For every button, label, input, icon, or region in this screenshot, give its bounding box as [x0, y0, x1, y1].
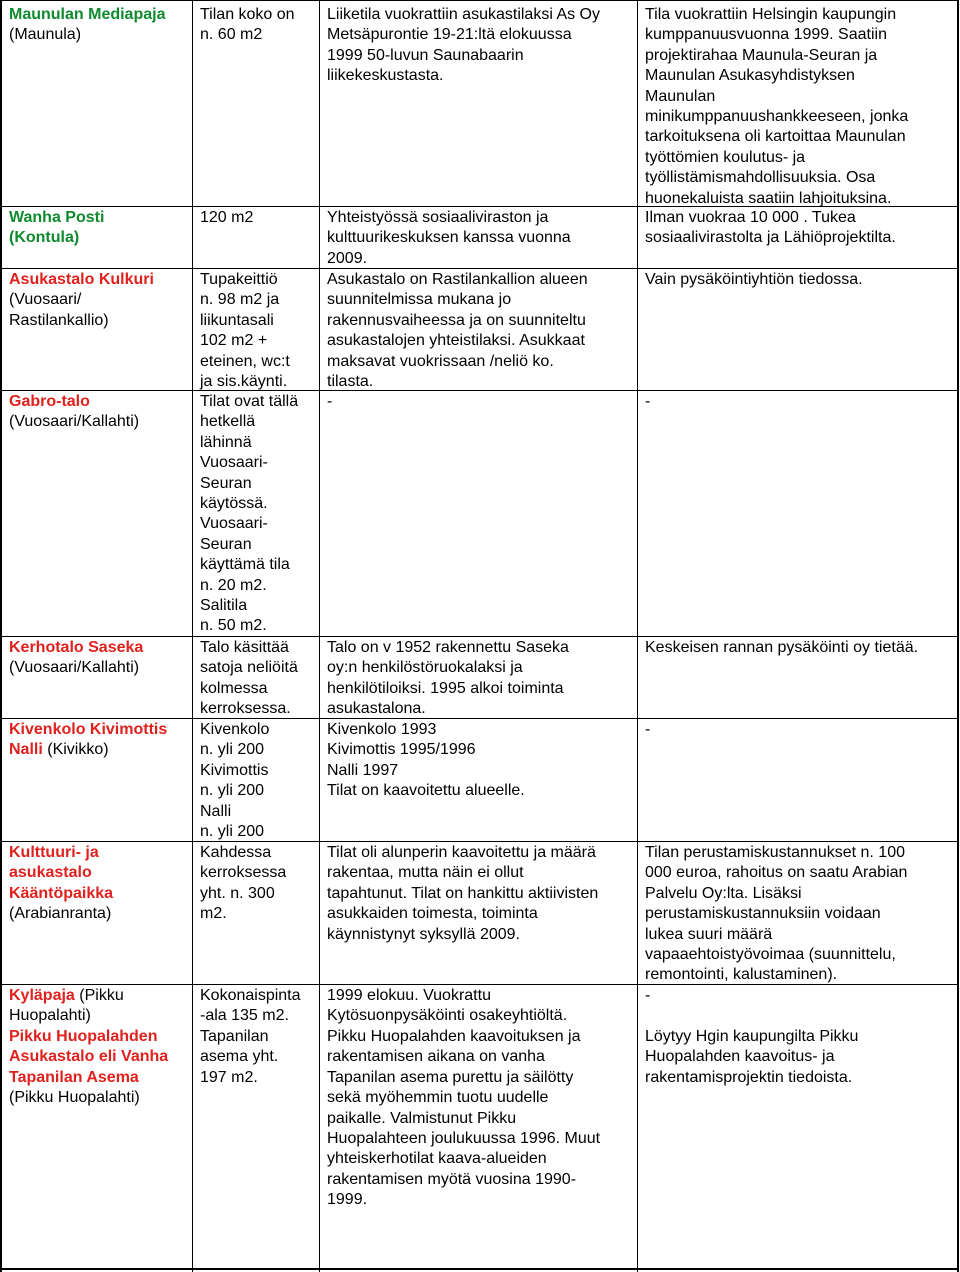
place-name: Kerhotalo Saseka: [9, 639, 144, 656]
place-name: Asukastalo Kulkuri: [9, 271, 154, 288]
place-name-cell: [9, 5, 191, 46]
place-location: (Kivikko): [47, 741, 109, 759]
row-divider: [0, 841, 959, 842]
place-location: (Vuosaari/Kallahti): [9, 413, 140, 431]
history-cell: -: [327, 393, 333, 410]
place-name: Wanha Posti (Kontula): [9, 209, 105, 247]
place-name: Maunulan Mediapaja: [9, 6, 166, 23]
history-cell: Asukastalo on Rastilankallion alueen suunnitelmissa mukana jo rakennusvaiheessa ja on suunniteltu asukastalojen yhteistilaksi. Asukkaat maksavat vuokrissaan /neliö ko. tilasta.: [327, 271, 588, 391]
history-cell: Kivenkolo 1993 Kivimottis 1995/1996 Nalli 1997 Tilat on kaavoitettu alueelle.: [327, 721, 525, 800]
place-name: Kulttuuri- ja asukastalo Kääntöpaikka: [9, 844, 114, 902]
space-size-cell: Kahdessa kerroksessa yht. n. 300 m2.: [200, 844, 287, 923]
place-name: Pikku Huopalahden Asukastalo eli Vanha Tapanilan Asema: [9, 1028, 169, 1086]
space-size-cell: Tapanilan asema yht. 197 m2.: [200, 1028, 279, 1086]
funding-cell: -: [645, 721, 651, 738]
place-location: (Vuosaari/Kallahti): [9, 659, 140, 677]
funding-cell: Vain pysäköintiyhtiön tiedossa.: [645, 271, 863, 288]
place-name-cell: [9, 720, 191, 761]
place-name-cell: [9, 208, 191, 249]
place-name-cell: [9, 1027, 191, 1109]
funding-cell: Ilman vuokraa 10 000 . Tukea sosiaalivirastolta ja Lähiöprojektilta.: [645, 209, 896, 247]
place-name-cell: [9, 392, 191, 433]
place-name-cell: [9, 986, 191, 1027]
space-size-cell: Kivenkolo n. yli 200 Kivimottis n. yli 200 Nalli n. yli 200: [200, 721, 270, 841]
space-size-cell: 120 m2: [200, 209, 254, 226]
place-location: (Vuosaari/ Rastilankallio): [9, 291, 109, 329]
place-location: (Arabianranta): [9, 905, 112, 923]
place-name: Kivenkolo Kivimottis Nalli: [9, 721, 168, 759]
funding-cell: -: [645, 987, 651, 1004]
funding-cell: Löytyy Hgin kaupungilta Pikku Huopalahden kaavoitus- ja rakentamisprojektin tiedoista.: [645, 1028, 859, 1086]
history-cell: Liiketila vuokrattiin asukastilaksi As Oy Metsäpurontie 19-21:ltä elokuussa 1999 50-luvun Saunabaarin liikekeskustasta.: [327, 6, 600, 85]
row-divider: [0, 636, 959, 637]
space-size-cell: Tilat ovat tällä hetkellä lähinnä Vuosaari- Seuran käytössä. Vuosaari- Seuran käyttämä tila n. 20 m2. Salitila n. 50 m2.: [200, 393, 299, 635]
place-name: Gabro-talo: [9, 393, 90, 410]
history-cell: Tilat oli alunperin kaavoitettu ja määrä rakentaa, mutta näin ei ollut tapahtunut. Tilat on hankittu aktiivisten asukkaiden toimesta, toiminta käynnistynyt syksyllä 2009.: [327, 844, 599, 943]
table-border-bottom: [0, 1268, 959, 1270]
place-name-cell: [9, 843, 191, 925]
funding-cell: -: [645, 393, 651, 410]
funding-cell: Keskeisen rannan pysäköinti oy tietää.: [645, 639, 919, 656]
space-size-cell: Kokonaispinta -ala 135 m2.: [200, 987, 301, 1025]
space-size-cell: Tilan koko on n. 60 m2: [200, 6, 295, 44]
place-name: Kyläpaja: [9, 987, 75, 1004]
history-cell: Yhteistyössä sosiaaliviraston ja kulttuurikeskuksen kanssa vuonna 2009.: [327, 209, 571, 267]
history-cell: 1999 elokuu. Vuokrattu Kytösuonpysäköinti osakeyhtiöltä.: [327, 987, 568, 1025]
place-location: (Pikku Huopalahti): [9, 1089, 140, 1107]
place-location: (Maunula): [9, 26, 82, 44]
space-size-cell: Tupakeittiö n. 98 m2 ja liikuntasali 102 m2 + eteinen, wc:t ja sis.käynti.: [200, 271, 290, 391]
funding-cell: Tila vuokrattiin Helsingin kaupungin kumppanuusvuonna 1999. Saatiin projektirahaa Maunula-Seuran ja Maunulan Asukasyhdistyksen Maunulan minikumppanuushankkeeseen, jonka tarkoituksena oli kartoittaa Maunulan työttömien koulutus- ja työllistämismahdollisuuksia. Osa huonekaluista saatiin lahjoituksina.: [645, 6, 909, 207]
place-location: (Pikku Huopalahti): [9, 987, 124, 1025]
history-cell: Pikku Huopalahden kaavoituksen ja rakentamisen aikana on vanha Tapanilan asema purettu ja säilötty sekä myöhemmin tuotu uudelle paikalle. Valmistunut Pikku Huopalahteen joulukuussa 1996. Muut yhteiskerhotilat kaava-alueiden rakentamisen myötä vuosina 1990- 1999.: [327, 1028, 601, 1209]
funding-cell: Tilan perustamiskustannukset n. 100 000 euroa, rahoitus on saatu Arabian Palvelu Oy:lta. Lisäksi perustamiskustannuksiin voidaan lukea suuri määrä vapaaehtoistyövoimaa (suunnittelu, remontointi, kalustaminen).: [645, 844, 908, 984]
table-border-top: [0, 0, 959, 1]
space-size-cell: Talo käsittää satoja neliöitä kolmessa kerroksessa.: [200, 639, 298, 718]
history-cell: Talo on v 1952 rakennettu Saseka oy:n henkilöstöruokalaksi ja henkilötiloiksi. 1995 alkoi toiminta asukastalona.: [327, 639, 569, 718]
place-name-cell: [9, 270, 191, 331]
place-name-cell: [9, 638, 191, 679]
